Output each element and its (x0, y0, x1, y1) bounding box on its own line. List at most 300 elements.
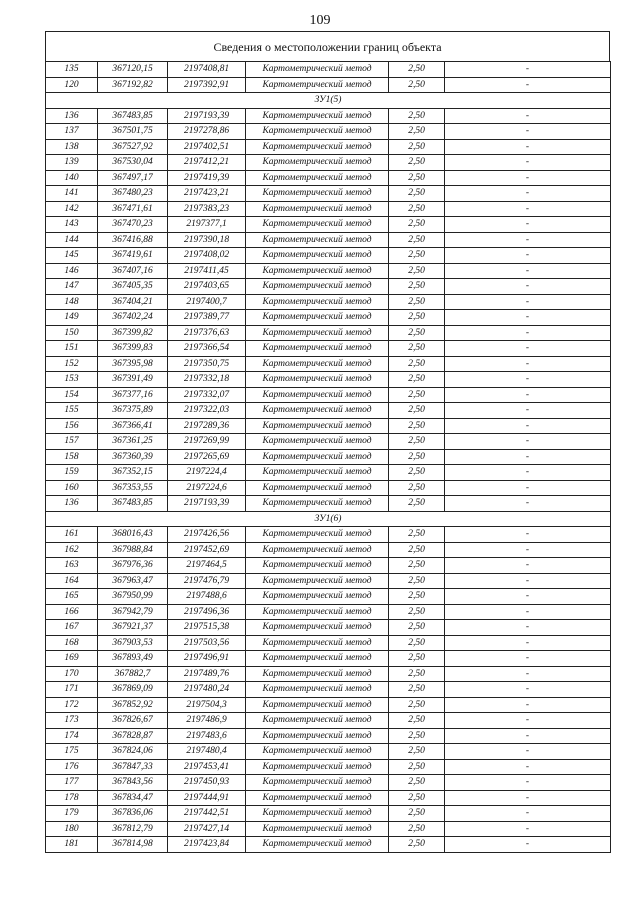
method-cell: Картометрический метод (246, 759, 389, 775)
method-cell: Картометрический метод (246, 821, 389, 837)
point-number-cell: 139 (46, 155, 98, 171)
method-cell: Картометрический метод (246, 713, 389, 729)
method-cell: Картометрический метод (246, 744, 389, 760)
method-cell: Картометрический метод (246, 620, 389, 636)
x-coordinate-cell: 367377,16 (98, 387, 168, 403)
precision-cell: 2,50 (389, 821, 445, 837)
point-number-cell: 146 (46, 263, 98, 279)
description-cell: - (445, 403, 611, 419)
y-coordinate-cell: 2197423,84 (168, 837, 246, 853)
description-cell: - (445, 558, 611, 574)
x-coordinate-cell: 367480,23 (98, 186, 168, 202)
y-coordinate-cell: 2197486,9 (168, 713, 246, 729)
y-coordinate-cell: 2197350,75 (168, 356, 246, 372)
point-number-cell: 138 (46, 139, 98, 155)
precision-cell: 2,50 (389, 310, 445, 326)
point-number-cell: 171 (46, 682, 98, 698)
table-row (46, 263, 611, 279)
description-cell: - (445, 372, 611, 388)
table-row (46, 418, 611, 434)
table-row (46, 837, 611, 853)
table-row (46, 170, 611, 186)
table-row (46, 697, 611, 713)
point-number-cell: 151 (46, 341, 98, 357)
table-row (46, 155, 611, 171)
table-row (46, 744, 611, 760)
point-number-cell: 180 (46, 821, 98, 837)
precision-cell: 2,50 (389, 201, 445, 217)
y-coordinate-cell: 2197452,69 (168, 542, 246, 558)
point-number-cell: 181 (46, 837, 98, 853)
table-row (46, 558, 611, 574)
table-row (46, 465, 611, 481)
point-number-cell: 167 (46, 620, 98, 636)
y-coordinate-cell: 2197411,45 (168, 263, 246, 279)
precision-cell: 2,50 (389, 108, 445, 124)
description-cell: - (445, 666, 611, 682)
y-coordinate-cell: 2197442,51 (168, 806, 246, 822)
method-cell: Картометрический метод (246, 449, 389, 465)
y-coordinate-cell: 2197224,6 (168, 480, 246, 496)
x-coordinate-cell: 367483,85 (98, 108, 168, 124)
table-row (46, 186, 611, 202)
description-cell: - (445, 775, 611, 791)
point-number-cell: 155 (46, 403, 98, 419)
x-coordinate-cell: 367419,61 (98, 248, 168, 264)
point-number-cell: 166 (46, 604, 98, 620)
description-cell: - (445, 790, 611, 806)
point-number-cell: 140 (46, 170, 98, 186)
precision-cell: 2,50 (389, 620, 445, 636)
method-cell: Картометрический метод (246, 310, 389, 326)
x-coordinate-cell: 368016,43 (98, 527, 168, 543)
point-number-cell: 149 (46, 310, 98, 326)
table-row (46, 279, 611, 295)
section-label: ЗУ1(6) (46, 511, 611, 527)
x-coordinate-cell: 367828,87 (98, 728, 168, 744)
precision-cell: 2,50 (389, 139, 445, 155)
x-coordinate-cell: 367470,23 (98, 217, 168, 233)
method-cell: Картометрический метод (246, 790, 389, 806)
description-cell: - (445, 573, 611, 589)
method-cell: Картометрический метод (246, 201, 389, 217)
point-number-cell: 172 (46, 697, 98, 713)
y-coordinate-cell: 2197483,6 (168, 728, 246, 744)
point-number-cell: 135 (46, 62, 98, 78)
description-cell: - (445, 248, 611, 264)
precision-cell: 2,50 (389, 124, 445, 140)
y-coordinate-cell: 2197444,91 (168, 790, 246, 806)
table-row (46, 651, 611, 667)
method-cell: Картометрический метод (246, 728, 389, 744)
description-cell: - (445, 155, 611, 171)
description-cell: - (445, 465, 611, 481)
description-cell: - (445, 279, 611, 295)
method-cell: Картометрический метод (246, 697, 389, 713)
table-row (46, 496, 611, 512)
point-number-cell: 168 (46, 635, 98, 651)
x-coordinate-cell: 367501,75 (98, 124, 168, 140)
description-cell: - (445, 449, 611, 465)
y-coordinate-cell: 2197224,4 (168, 465, 246, 481)
description-cell: - (445, 682, 611, 698)
x-coordinate-cell: 367404,21 (98, 294, 168, 310)
x-coordinate-cell: 367192,82 (98, 77, 168, 93)
method-cell: Картометрический метод (246, 294, 389, 310)
x-coordinate-cell: 367471,61 (98, 201, 168, 217)
point-number-cell: 153 (46, 372, 98, 388)
point-number-cell: 176 (46, 759, 98, 775)
method-cell: Картометрический метод (246, 341, 389, 357)
description-cell: - (445, 217, 611, 233)
precision-cell: 2,50 (389, 387, 445, 403)
coordinates-table (45, 61, 611, 853)
method-cell: Картометрический метод (246, 124, 389, 140)
precision-cell: 2,50 (389, 77, 445, 93)
table-row (46, 356, 611, 372)
table-row (46, 728, 611, 744)
precision-cell: 2,50 (389, 155, 445, 171)
precision-cell: 2,50 (389, 217, 445, 233)
x-coordinate-cell: 367360,39 (98, 449, 168, 465)
x-coordinate-cell: 367352,15 (98, 465, 168, 481)
point-number-cell: 144 (46, 232, 98, 248)
method-cell: Картометрический метод (246, 806, 389, 822)
x-coordinate-cell: 367843,56 (98, 775, 168, 791)
table-row (46, 108, 611, 124)
table-caption: Сведения о местоположении границ объекта (45, 31, 610, 61)
precision-cell: 2,50 (389, 248, 445, 264)
point-number-cell: 156 (46, 418, 98, 434)
method-cell: Картометрический метод (246, 682, 389, 698)
precision-cell: 2,50 (389, 573, 445, 589)
table-row (46, 806, 611, 822)
description-cell: - (445, 387, 611, 403)
description-cell: - (445, 341, 611, 357)
x-coordinate-cell: 367407,16 (98, 263, 168, 279)
method-cell: Картометрический метод (246, 403, 389, 419)
x-coordinate-cell: 367497,17 (98, 170, 168, 186)
method-cell: Картометрический метод (246, 604, 389, 620)
x-coordinate-cell: 367852,92 (98, 697, 168, 713)
y-coordinate-cell: 2197408,02 (168, 248, 246, 264)
point-number-cell: 165 (46, 589, 98, 605)
table-row (46, 542, 611, 558)
point-number-cell: 177 (46, 775, 98, 791)
description-cell: - (445, 434, 611, 450)
method-cell: Картометрический метод (246, 635, 389, 651)
y-coordinate-cell: 2197193,39 (168, 496, 246, 512)
precision-cell: 2,50 (389, 62, 445, 78)
point-number-cell: 170 (46, 666, 98, 682)
coordinates-table-body (46, 62, 611, 853)
y-coordinate-cell: 2197464,5 (168, 558, 246, 574)
y-coordinate-cell: 2197515,38 (168, 620, 246, 636)
x-coordinate-cell: 367120,15 (98, 62, 168, 78)
point-number-cell: 143 (46, 217, 98, 233)
table-row (46, 821, 611, 837)
point-number-cell: 154 (46, 387, 98, 403)
x-coordinate-cell: 367353,55 (98, 480, 168, 496)
point-number-cell: 152 (46, 356, 98, 372)
x-coordinate-cell: 367416,88 (98, 232, 168, 248)
description-cell: - (445, 263, 611, 279)
description-cell: - (445, 62, 611, 78)
table-row (46, 341, 611, 357)
y-coordinate-cell: 2197193,39 (168, 108, 246, 124)
precision-cell: 2,50 (389, 496, 445, 512)
y-coordinate-cell: 2197427,14 (168, 821, 246, 837)
y-coordinate-cell: 2197332,07 (168, 387, 246, 403)
y-coordinate-cell: 2197278,86 (168, 124, 246, 140)
x-coordinate-cell: 367391,49 (98, 372, 168, 388)
method-cell: Картометрический метод (246, 573, 389, 589)
description-cell: - (445, 310, 611, 326)
method-cell: Картометрический метод (246, 496, 389, 512)
point-number-cell: 148 (46, 294, 98, 310)
precision-cell: 2,50 (389, 170, 445, 186)
x-coordinate-cell: 367361,25 (98, 434, 168, 450)
method-cell: Картометрический метод (246, 558, 389, 574)
y-coordinate-cell: 2197389,77 (168, 310, 246, 326)
y-coordinate-cell: 2197265,69 (168, 449, 246, 465)
table-row (46, 573, 611, 589)
table-row (46, 310, 611, 326)
table-row (46, 201, 611, 217)
y-coordinate-cell: 2197423,21 (168, 186, 246, 202)
x-coordinate-cell: 367483,85 (98, 496, 168, 512)
y-coordinate-cell: 2197400,7 (168, 294, 246, 310)
point-number-cell: 136 (46, 108, 98, 124)
description-cell: - (445, 651, 611, 667)
description-cell: - (445, 759, 611, 775)
description-cell: - (445, 635, 611, 651)
point-number-cell: 136 (46, 496, 98, 512)
y-coordinate-cell: 2197503,56 (168, 635, 246, 651)
x-coordinate-cell: 367824,06 (98, 744, 168, 760)
point-number-cell: 161 (46, 527, 98, 543)
description-cell: - (445, 77, 611, 93)
y-coordinate-cell: 2197392,91 (168, 77, 246, 93)
table-row (46, 620, 611, 636)
point-number-cell: 163 (46, 558, 98, 574)
method-cell: Картометрический метод (246, 217, 389, 233)
method-cell: Картометрический метод (246, 248, 389, 264)
y-coordinate-cell: 2197480,4 (168, 744, 246, 760)
y-coordinate-cell: 2197269,99 (168, 434, 246, 450)
precision-cell: 2,50 (389, 759, 445, 775)
section-label: ЗУ1(5) (46, 93, 611, 109)
point-number-cell: 141 (46, 186, 98, 202)
precision-cell: 2,50 (389, 713, 445, 729)
point-number-cell: 178 (46, 790, 98, 806)
method-cell: Картометрический метод (246, 170, 389, 186)
precision-cell: 2,50 (389, 263, 445, 279)
method-cell: Картометрический метод (246, 372, 389, 388)
point-number-cell: 164 (46, 573, 98, 589)
description-cell: - (445, 186, 611, 202)
table-row (46, 77, 611, 93)
x-coordinate-cell: 367921,37 (98, 620, 168, 636)
y-coordinate-cell: 2197412,21 (168, 155, 246, 171)
method-cell: Картометрический метод (246, 465, 389, 481)
description-cell: - (445, 170, 611, 186)
description-cell: - (445, 604, 611, 620)
table-row (46, 759, 611, 775)
x-coordinate-cell: 367834,47 (98, 790, 168, 806)
y-coordinate-cell: 2197426,56 (168, 527, 246, 543)
y-coordinate-cell: 2197476,79 (168, 573, 246, 589)
x-coordinate-cell: 367882,7 (98, 666, 168, 682)
method-cell: Картометрический метод (246, 62, 389, 78)
y-coordinate-cell: 2197408,81 (168, 62, 246, 78)
point-number-cell: 150 (46, 325, 98, 341)
table-row (46, 604, 611, 620)
table-row (46, 403, 611, 419)
method-cell: Картометрический метод (246, 527, 389, 543)
point-number-cell: 169 (46, 651, 98, 667)
y-coordinate-cell: 2197450,93 (168, 775, 246, 791)
method-cell: Картометрический метод (246, 651, 389, 667)
point-number-cell: 142 (46, 201, 98, 217)
x-coordinate-cell: 367375,89 (98, 403, 168, 419)
table-row (46, 635, 611, 651)
y-coordinate-cell: 2197377,1 (168, 217, 246, 233)
table-row (46, 682, 611, 698)
method-cell: Картометрический метод (246, 279, 389, 295)
precision-cell: 2,50 (389, 527, 445, 543)
precision-cell: 2,50 (389, 775, 445, 791)
x-coordinate-cell: 367869,09 (98, 682, 168, 698)
table-row (46, 480, 611, 496)
precision-cell: 2,50 (389, 372, 445, 388)
method-cell: Картометрический метод (246, 186, 389, 202)
x-coordinate-cell: 367963,47 (98, 573, 168, 589)
description-cell: - (445, 744, 611, 760)
section-row (46, 511, 611, 527)
precision-cell: 2,50 (389, 279, 445, 295)
table-row (46, 589, 611, 605)
point-number-cell: 162 (46, 542, 98, 558)
table-row (46, 232, 611, 248)
table-row (46, 775, 611, 791)
precision-cell: 2,50 (389, 418, 445, 434)
description-cell: - (445, 201, 611, 217)
description-cell: - (445, 124, 611, 140)
x-coordinate-cell: 367826,67 (98, 713, 168, 729)
precision-cell: 2,50 (389, 434, 445, 450)
y-coordinate-cell: 2197453,41 (168, 759, 246, 775)
x-coordinate-cell: 367366,41 (98, 418, 168, 434)
x-coordinate-cell: 367530,04 (98, 155, 168, 171)
method-cell: Картометрический метод (246, 418, 389, 434)
y-coordinate-cell: 2197403,65 (168, 279, 246, 295)
precision-cell: 2,50 (389, 728, 445, 744)
method-cell: Картометрический метод (246, 155, 389, 171)
table-row (46, 248, 611, 264)
precision-cell: 2,50 (389, 403, 445, 419)
description-cell: - (445, 821, 611, 837)
x-coordinate-cell: 367836,06 (98, 806, 168, 822)
point-number-cell: 157 (46, 434, 98, 450)
point-number-cell: 147 (46, 279, 98, 295)
precision-cell: 2,50 (389, 294, 445, 310)
method-cell: Картометрический метод (246, 232, 389, 248)
description-cell: - (445, 728, 611, 744)
y-coordinate-cell: 2197496,36 (168, 604, 246, 620)
description-cell: - (445, 356, 611, 372)
precision-cell: 2,50 (389, 542, 445, 558)
description-cell: - (445, 325, 611, 341)
table-row (46, 294, 611, 310)
table-row (46, 62, 611, 78)
description-cell: - (445, 837, 611, 853)
precision-cell: 2,50 (389, 449, 445, 465)
description-cell: - (445, 480, 611, 496)
method-cell: Картометрический метод (246, 387, 389, 403)
point-number-cell: 158 (46, 449, 98, 465)
x-coordinate-cell: 367988,84 (98, 542, 168, 558)
table-row (46, 790, 611, 806)
point-number-cell: 175 (46, 744, 98, 760)
table-row (46, 387, 611, 403)
method-cell: Картометрический метод (246, 666, 389, 682)
table-row (46, 449, 611, 465)
precision-cell: 2,50 (389, 697, 445, 713)
x-coordinate-cell: 367942,79 (98, 604, 168, 620)
method-cell: Картометрический метод (246, 325, 389, 341)
method-cell: Картометрический метод (246, 837, 389, 853)
precision-cell: 2,50 (389, 186, 445, 202)
table-row (46, 139, 611, 155)
y-coordinate-cell: 2197489,76 (168, 666, 246, 682)
x-coordinate-cell: 367893,49 (98, 651, 168, 667)
y-coordinate-cell: 2197480,24 (168, 682, 246, 698)
y-coordinate-cell: 2197496,91 (168, 651, 246, 667)
precision-cell: 2,50 (389, 356, 445, 372)
description-cell: - (445, 589, 611, 605)
precision-cell: 2,50 (389, 651, 445, 667)
x-coordinate-cell: 367399,82 (98, 325, 168, 341)
description-cell: - (445, 697, 611, 713)
x-coordinate-cell: 367976,36 (98, 558, 168, 574)
table-row (46, 666, 611, 682)
point-number-cell: 179 (46, 806, 98, 822)
x-coordinate-cell: 367950,99 (98, 589, 168, 605)
y-coordinate-cell: 2197376,63 (168, 325, 246, 341)
precision-cell: 2,50 (389, 790, 445, 806)
y-coordinate-cell: 2197419,39 (168, 170, 246, 186)
precision-cell: 2,50 (389, 682, 445, 698)
table-row (46, 372, 611, 388)
table-row (46, 325, 611, 341)
description-cell: - (445, 806, 611, 822)
x-coordinate-cell: 367847,33 (98, 759, 168, 775)
method-cell: Картометрический метод (246, 139, 389, 155)
method-cell: Картометрический метод (246, 263, 389, 279)
description-cell: - (445, 418, 611, 434)
table-row (46, 713, 611, 729)
precision-cell: 2,50 (389, 837, 445, 853)
y-coordinate-cell: 2197383,23 (168, 201, 246, 217)
precision-cell: 2,50 (389, 341, 445, 357)
precision-cell: 2,50 (389, 480, 445, 496)
y-coordinate-cell: 2197390,18 (168, 232, 246, 248)
y-coordinate-cell: 2197504,3 (168, 697, 246, 713)
x-coordinate-cell: 367812,79 (98, 821, 168, 837)
precision-cell: 2,50 (389, 558, 445, 574)
x-coordinate-cell: 367903,53 (98, 635, 168, 651)
